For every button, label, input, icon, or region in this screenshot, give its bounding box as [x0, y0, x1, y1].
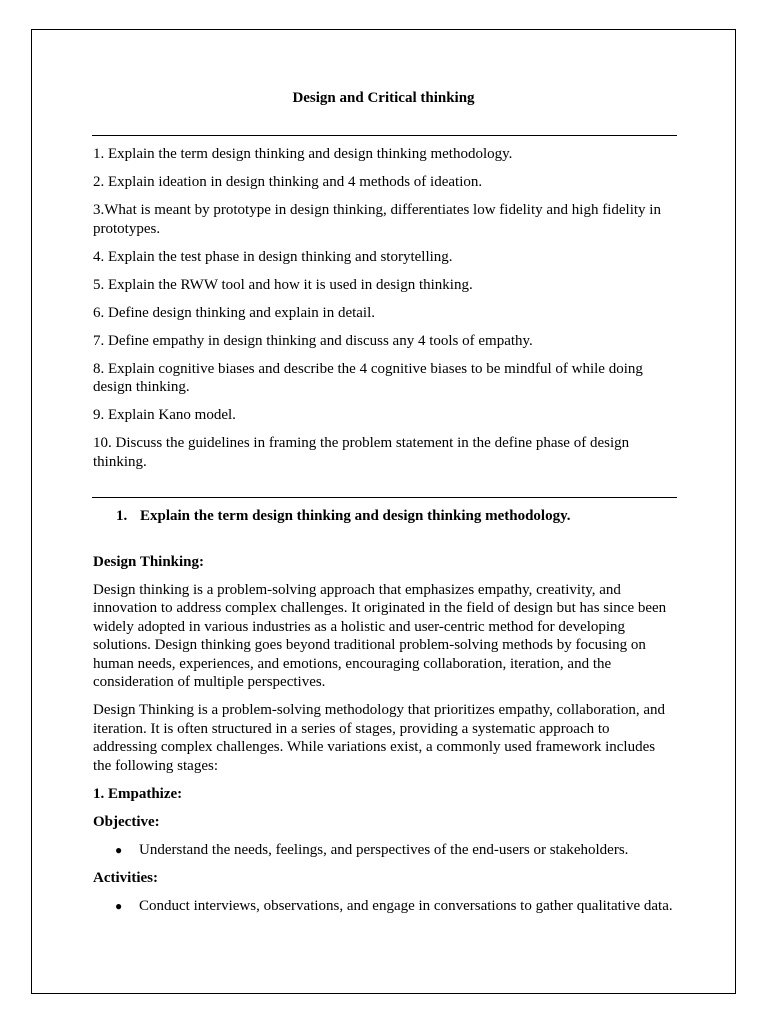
activities-label: Activities: — [93, 869, 158, 886]
document-title: Design and Critical thinking — [292, 90, 475, 106]
question-item: 1. Explain the term design thinking and design thinking methodology. — [93, 146, 513, 162]
activities-list — [93, 897, 677, 916]
bullet-icon: ● — [115, 842, 123, 857]
question-item: 9. Explain Kano model. — [93, 407, 236, 423]
answer-section — [93, 507, 677, 925]
paragraph: Design thinking is a problem-solving approach that emphasizes empathy, creativity, and innovation to address complex challenges. It originated in the field of design but has since been widely adopted in various industries as a holistic and user-centric method for developing solutions. Design thinking goes beyond traditional problem-solving methods by focusing on human needs, experiences, and emotions, encouraging collaboration, iteration, and the consideration of multiple perspectives. — [93, 581, 667, 690]
document-page — [31, 29, 736, 994]
question-item: 2. Explain ideation in design thinking and 4 methods of ideation. — [93, 174, 483, 190]
list-item — [93, 897, 677, 916]
question-item: 5. Explain the RWW tool and how it is used in design thinking. — [93, 276, 473, 293]
list-item-text: Understand the needs, feelings, and perspectives of the end-users or stakeholders. — [139, 841, 629, 858]
question-list — [93, 145, 677, 481]
question-item: 10. Discuss the guidelines in framing the problem statement in the define phase of design thinking. — [93, 435, 630, 470]
question-item: 3.What is meant by prototype in design thinking, differentiates low fidelity and high fidelity in prototypes. — [93, 202, 661, 237]
question-item: 7. Define empathy in design thinking and discuss any 4 tools of empathy. — [93, 332, 533, 349]
bullet-icon: ● — [115, 898, 123, 913]
objective-label: Objective: — [93, 813, 160, 830]
question-item: 6. Define design thinking and explain in detail. — [93, 304, 376, 321]
horizontal-rule — [92, 135, 677, 136]
question-item: 8. Explain cognitive biases and describe the 4 cognitive biases to be mindful of while doing design thinking. — [93, 360, 643, 395]
stage-heading-empathize: 1. Empathize: — [93, 785, 183, 802]
list-item — [93, 841, 677, 860]
horizontal-rule — [92, 497, 677, 498]
section-heading — [93, 507, 677, 526]
section-number: 1. — [116, 508, 128, 524]
question-item: 4. Explain the test phase in design thinking and storytelling. — [93, 248, 453, 265]
paragraph: Design Thinking is a problem-solving methodology that prioritizes empathy, collaboration, and iteration. It is often structured in a series of stages, providing a systematic approach to addressing complex challenges. While variations exist, a commonly used framework includes the following stages: — [93, 702, 665, 774]
objective-list — [93, 841, 677, 860]
list-item-text: Conduct interviews, observations, and engage in conversations to gather qualitative data. — [139, 897, 673, 914]
subheading-design-thinking: Design Thinking: — [93, 553, 205, 570]
section-heading-text: Explain the term design thinking and design thinking methodology. — [140, 508, 571, 524]
